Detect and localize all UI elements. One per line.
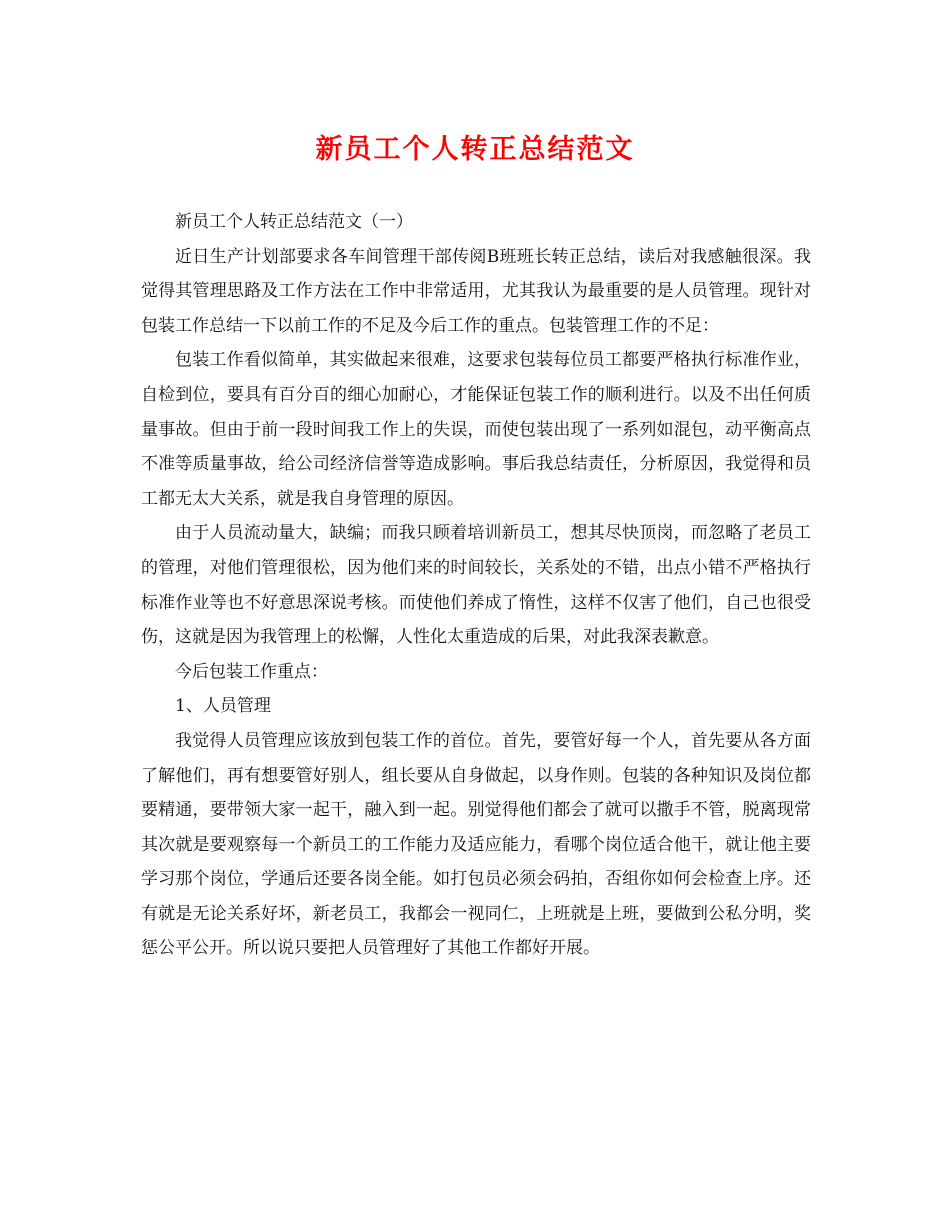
paragraph: 包装工作看似简单，其实做起来很难，这要求包装每位员工都要严格执行标准作业，自检到位，要具有百分百的细心加耐心，才能保证包装工作的顺利进行。以及不出任何质量事故。但由于前一段时间我工作上的失误，而使包装出现了一系列如混包，动平衡高点不准等质量事故，给公司经济信誉等造成影响。事后我总结责任，分析原因，我觉得和员工都无太大关系，就是我自身管理的原因。 — [141, 350, 811, 509]
paragraph: 由于人员流动量大，缺编；而我只顾着培训新员工，想其尽快顶岗，而忽略了老员工的管理，对他们管理很松，因为他们来的时间较长，关系处的不错，出点小错不严格执行标准作业等也不好意思深说考核。而使他们养成了惰性，这样不仅害了他们，自己也很受伤，这就是因为我管理上的松懈，人性化太重造成的后果，对此我深表歉意。 — [141, 523, 811, 648]
subsection-heading: 1、人员管理 — [175, 696, 271, 717]
section-heading: 今后包装工作重点： — [175, 661, 328, 682]
paragraph: 近日生产计划部要求各车间管理干部传阅B班班长转正总结，读后对我感触很深。我觉得其管理思路及工作方法在工作中非常适用，尤其我认为最重要的是人员管理。现针对包装工作总结一下以前工作的不足及今后工作的重点。包装管理工作的不足： — [141, 246, 811, 336]
document-body — [141, 205, 811, 966]
paragraph: 我觉得人员管理应该放到包装工作的首位。首先，要管好每一个人，首先要从各方面了解他们，再有想要管好别人，组长要从自身做起，以身作则。包装的各种知识及岗位都要精通，要带领大家一起干，融入到一起。别觉得他们都会了就可以撒手不管，脱离现常其次就是要观察每一个新员工的工作能力及适应能力，看哪个岗位适合他干，就让他主要学习那个岗位，学通后还要各岗全能。如打包员必须会码拍，否组你如何会检查上序。还有就是无论关系好坏，新老员工，我都会一视同仁，上班就是上班，要做到公私分明，奖惩公平公开。所以说只要把人员管理好了其他工作都好开展。 — [141, 730, 811, 959]
document-title: 新员工个人转正总结范文 — [315, 134, 635, 165]
paragraph: 新员工个人转正总结范文（一） — [175, 212, 413, 232]
